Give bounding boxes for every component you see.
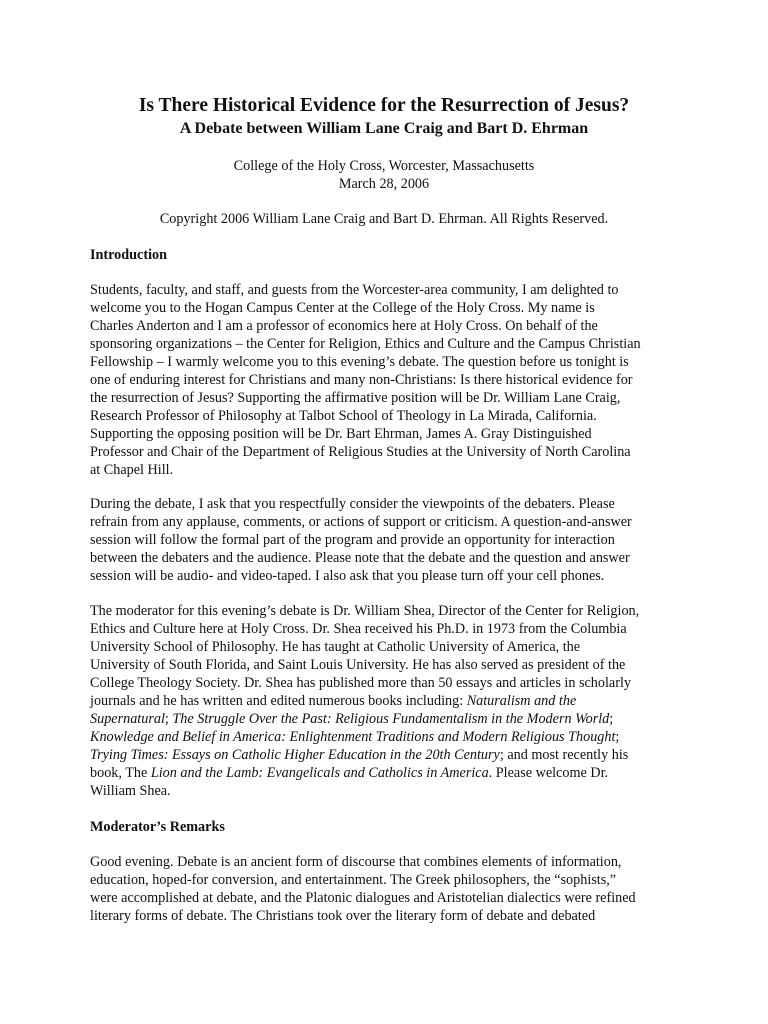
introduction-paragraph-1 <box>90 281 690 479</box>
text-line: During the debate, I ask that you respectfully consider the viewpoints of the debaters. Please <box>90 496 615 512</box>
book-title-italic: Lion and the Lamb: Evangelicals and Catholics in America <box>150 765 489 781</box>
text-run: ; and most recently his <box>499 747 629 763</box>
text-line: were accomplished at debate, and the Platonic dialogues and Aristotelian dialectics were refined <box>90 890 636 906</box>
text-line: Ethics and Culture here at Holy Cross. Dr. Shea received his Ph.D. in 1973 from the Columbia <box>90 621 627 637</box>
text-run: book, The <box>90 765 151 781</box>
event-location: College of the Holy Cross, Worcester, Massachusetts <box>233 158 535 174</box>
text-line <box>90 728 690 746</box>
book-title-italic: Trying Times: Essays on Catholic Higher Education in the 20th Century <box>90 747 500 763</box>
document-title: Is There Historical Evidence for the Resurrection of Jesus? <box>138 95 630 116</box>
text-line: University of South Florida, and Saint Louis University. He has also served as president of the <box>90 657 626 673</box>
text-line: Professor and Chair of the Department of Religious Studies at the University of North Carolina <box>90 444 631 460</box>
text-line: session will be audio- and video-taped. I also ask that you please turn off your cell phones. <box>90 568 605 584</box>
moderator-remarks-heading: Moderator’s Remarks <box>90 819 225 835</box>
text-line: University School of Philosophy. He has taught at Catholic University of America, the <box>90 639 581 655</box>
text-line: education, hoped-for conversion, and entertainment. The Greek philosophers, the “sophists,” <box>90 872 617 888</box>
text-run: ; <box>164 711 173 727</box>
text-line: the resurrection of Jesus? Supporting the affirmative position will be Dr. William Lane Craig, <box>90 390 621 406</box>
moderator-paragraph-1 <box>90 853 690 925</box>
text-line: Research Professor of Philosophy at Talbot School of Theology in La Mirada, California. <box>90 408 597 424</box>
book-title-italic: Naturalism and the <box>466 693 577 709</box>
text-line: one of enduring interest for Christians and many non-Christians: Is there historical evidence for <box>90 372 633 388</box>
text-line: refrain from any applause, comments, or actions of support or criticism. A question-and-answer <box>90 514 632 530</box>
text-line: College Theology Society. Dr. Shea has published more than 50 essays and articles in scholarly <box>90 675 631 691</box>
text-line: at Chapel Hill. <box>90 462 174 478</box>
text-line: Supporting the opposing position will be Dr. Bart Ehrman, James A. Gray Distinguished <box>90 426 592 442</box>
text-line: Fellowship – I warmly welcome you to this evening’s debate. The question before us tonight is <box>90 354 629 370</box>
book-title-italic: The Struggle Over the Past: Religious Fundamentalism in the Modern World <box>172 711 610 727</box>
text-line: William Shea. <box>90 783 171 799</box>
book-title-italic: Knowledge and Belief in America: Enlightenment Traditions and Modern Religious Thought <box>90 729 616 745</box>
text-line: sponsoring organizations – the Center for Religion, Ethics and Culture and the Campus Christian <box>90 336 641 352</box>
text-run: ; <box>615 729 620 745</box>
text-line <box>90 746 690 764</box>
text-line <box>90 692 690 710</box>
text-line: session will follow the formal part of the program and provide an opportunity for interaction <box>90 532 615 548</box>
text-line: The moderator for this evening’s debate is Dr. William Shea, Director of the Center for Religion, <box>90 603 640 619</box>
text-line: Charles Anderton and I am a professor of economics here at Holy Cross. On behalf of the <box>90 318 598 334</box>
text-line: welcome you to the Hogan Campus Center at the College of the Holy Cross. My name is <box>90 300 595 316</box>
introduction-paragraph-3 <box>90 602 690 800</box>
text-line <box>90 710 690 728</box>
text-line: between the debaters and the audience. Please note that the debate and the question and answer <box>90 550 630 566</box>
copyright-notice: Copyright 2006 William Lane Craig and Bart D. Ehrman. All Rights Reserved. <box>159 211 609 227</box>
text-line <box>90 764 690 782</box>
text-run: . Please welcome Dr. <box>488 765 609 781</box>
text-line: Good evening. Debate is an ancient form of discourse that combines elements of information, <box>90 854 622 870</box>
event-date: March 28, 2006 <box>338 176 430 192</box>
text-line: literary forms of debate. The Christians took over the literary form of debate and debated <box>90 908 596 924</box>
text-line: Students, faculty, and staff, and guests from the Worcester-area community, I am delighted to <box>90 282 619 298</box>
text-run: ; <box>609 711 614 727</box>
book-title-italic: Supernatural <box>90 711 165 727</box>
document-subtitle: A Debate between William Lane Craig and Bart D. Ehrman <box>179 120 589 137</box>
introduction-paragraph-2 <box>90 495 690 585</box>
text-run: journals and he has written and edited numerous books including: <box>90 693 467 709</box>
introduction-heading: Introduction <box>90 247 167 263</box>
